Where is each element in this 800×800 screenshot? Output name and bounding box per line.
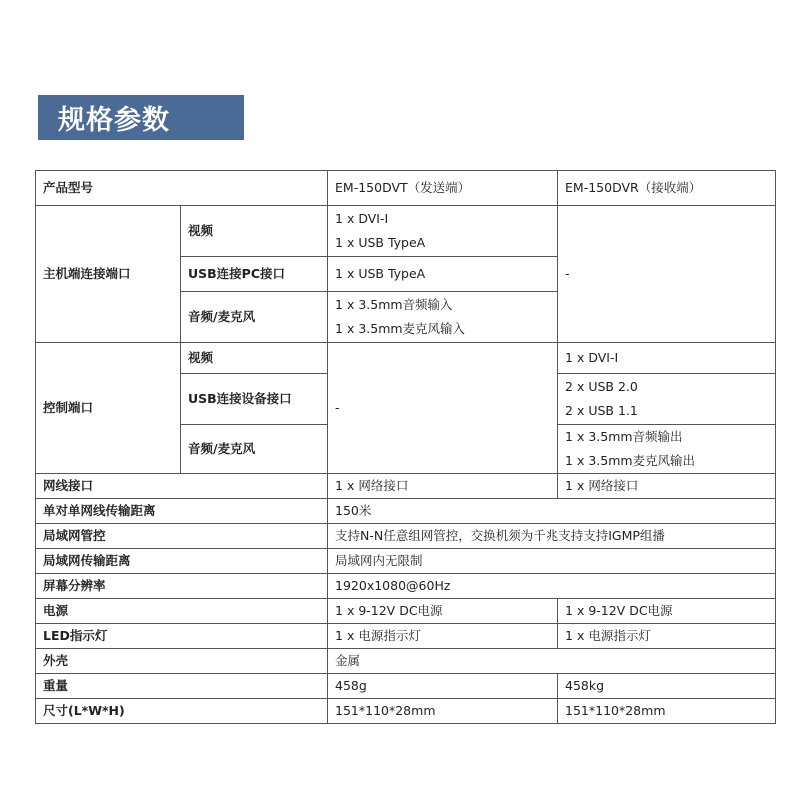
row-value: 支持N-N任意组网管控，交换机须为千兆支持支持IGMP组播 [328, 524, 776, 549]
ctrl-usb-rx [558, 374, 776, 425]
row-label: 网线接口 [36, 474, 328, 499]
ctrl-audio-rx [558, 425, 776, 474]
host-usb-tx: 1 x USB TypeA [328, 257, 558, 292]
host-ports-label: 主机端连接端口 [36, 206, 181, 343]
row-value: 局域网内无限制 [328, 549, 776, 574]
row-label: LED指示灯 [36, 624, 328, 649]
row-label: 单对单网线传输距离 [36, 499, 328, 524]
header-label: 产品型号 [36, 171, 328, 206]
row-label: 局域网传输距离 [36, 549, 328, 574]
host-usb-label: USB连接PC接口 [181, 257, 328, 292]
control-ports-tx: - [328, 343, 558, 474]
table-row [36, 674, 776, 699]
spec-table [35, 170, 776, 724]
row-rx: 458kg [558, 674, 776, 699]
ctrl-usb-label: USB连接设备接口 [181, 374, 328, 425]
ctrl-audio-label: 音频/麦克风 [181, 425, 328, 474]
ctrl-video-rx: 1 x DVI-I [558, 343, 776, 374]
row-tx: 1 x 9-12V DC电源 [328, 599, 558, 624]
host-audio-label: 音频/麦克风 [181, 292, 328, 343]
row-rx: 1 x 电源指示灯 [558, 624, 776, 649]
table-row [36, 343, 776, 374]
header-rx: EM-150DVR（接收端） [558, 171, 776, 206]
row-value: 150米 [328, 499, 776, 524]
table-row [36, 206, 776, 257]
row-label: 重量 [36, 674, 328, 699]
row-label: 屏幕分辨率 [36, 574, 328, 599]
host-video-tx [328, 206, 558, 257]
row-tx: 151*110*28mm [328, 699, 558, 724]
row-rx: 1 x 9-12V DC电源 [558, 599, 776, 624]
host-audio-tx-line: 1 x 3.5mm麦克风输入 [335, 321, 466, 336]
row-rx: 1 x 网络接口 [558, 474, 776, 499]
table-row [36, 474, 776, 499]
host-video-tx-line: 1 x DVI-I [335, 211, 389, 226]
ctrl-usb-rx-line: 2 x USB 1.1 [565, 403, 638, 418]
host-video-label: 视频 [181, 206, 328, 257]
row-tx: 458g [328, 674, 558, 699]
row-value: 1920x1080@60Hz [328, 574, 776, 599]
host-ports-rx: - [558, 206, 776, 343]
table-row [36, 549, 776, 574]
row-label: 尺寸(L*W*H) [36, 699, 328, 724]
host-video-tx-line: 1 x USB TypeA [335, 235, 426, 250]
row-label: 外壳 [36, 649, 328, 674]
host-audio-tx-line: 1 x 3.5mm音频输入 [335, 297, 453, 312]
ctrl-usb-rx-line: 2 x USB 2.0 [565, 379, 638, 394]
row-rx: 151*110*28mm [558, 699, 776, 724]
row-label: 电源 [36, 599, 328, 624]
table-row [36, 649, 776, 674]
row-tx: 1 x 电源指示灯 [328, 624, 558, 649]
table-row-header [36, 171, 776, 206]
control-ports-label: 控制端口 [36, 343, 181, 474]
table-row [36, 624, 776, 649]
ctrl-video-label: 视频 [181, 343, 328, 374]
table-row [36, 574, 776, 599]
section-title: 规格参数 [38, 95, 244, 140]
table-row [36, 699, 776, 724]
table-row [36, 524, 776, 549]
table-row [36, 499, 776, 524]
table-row [36, 599, 776, 624]
row-label: 局域网管控 [36, 524, 328, 549]
ctrl-audio-rx-line: 1 x 3.5mm麦克风输出 [565, 453, 696, 468]
header-tx: EM-150DVT（发送端） [328, 171, 558, 206]
row-value: 金属 [328, 649, 776, 674]
ctrl-audio-rx-line: 1 x 3.5mm音频输出 [565, 429, 683, 444]
host-audio-tx [328, 292, 558, 343]
row-tx: 1 x 网络接口 [328, 474, 558, 499]
